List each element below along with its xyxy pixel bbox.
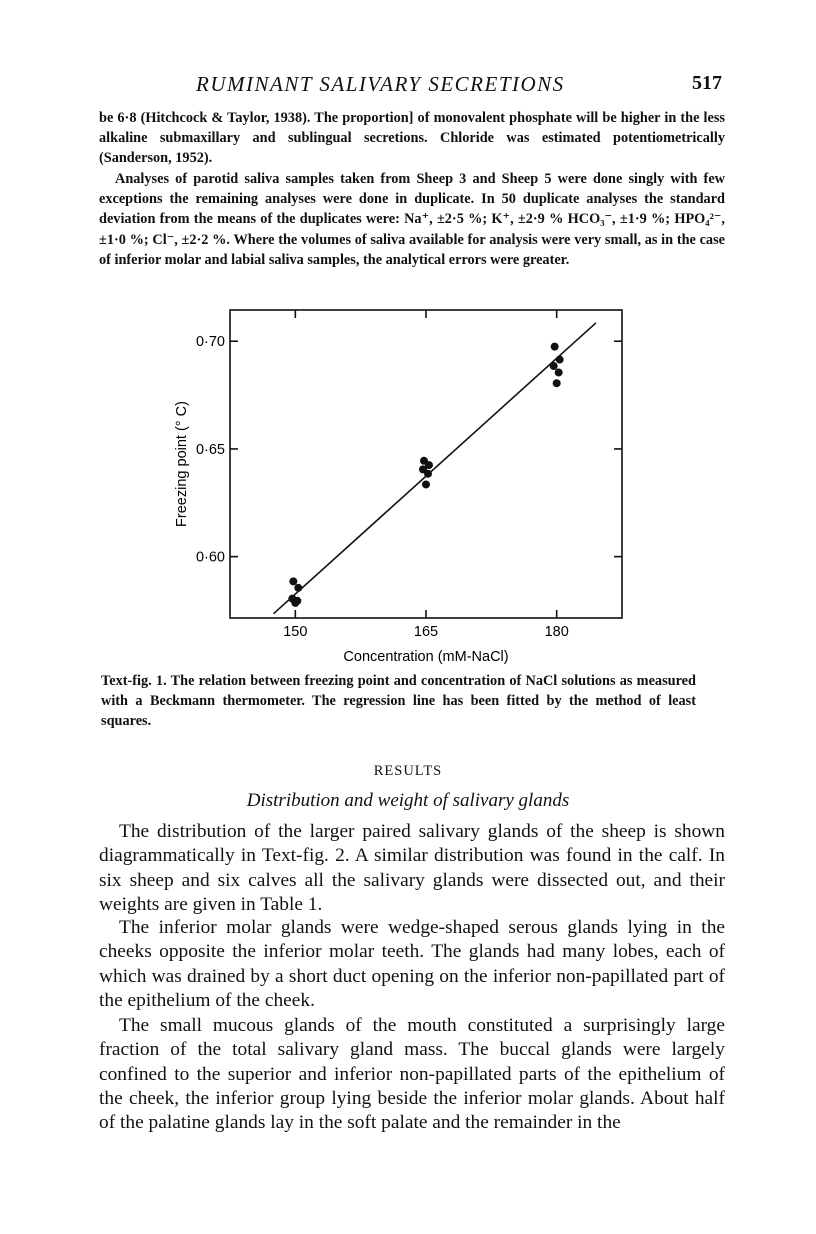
x-tick-label: 150 — [283, 624, 308, 640]
figure-caption — [101, 671, 696, 731]
data-point — [291, 599, 299, 607]
y-tick-label: 0·60 — [195, 549, 225, 566]
data-point — [422, 480, 430, 488]
x-tick-label: 165 — [413, 624, 439, 640]
paragraph-methods-1: be 6·8 (Hitchcock & Taylor, 1938). The proportion] of monovalent phosphate will be higher in the less alkaline submaxillary and sublingual secretions. Chloride was estimated potentiometrically (Sanderson, 1952). — [99, 110, 725, 167]
data-point — [289, 577, 297, 585]
y-tick-label: 0·65 — [195, 441, 225, 458]
figure-freezing-point — [160, 298, 640, 666]
y-tick-label: 0·70 — [195, 334, 225, 351]
caption-text: The relation between freezing point and concentration of NaCl solutions as measured with a Beckmann thermometer. The regression line has been fitted by the method of least squares. — [101, 673, 696, 729]
section-heading: RESULTS — [373, 763, 443, 779]
data-point — [555, 368, 563, 376]
data-point — [556, 356, 564, 364]
data-point — [424, 470, 432, 478]
data-point — [550, 362, 558, 370]
data-point — [553, 379, 561, 387]
x-tick-label: 180 — [544, 624, 569, 640]
y-axis-label: Freezing point (° C) — [174, 401, 190, 527]
data-point — [294, 584, 302, 592]
regression-line — [274, 323, 596, 614]
paragraph-results-1: The distribution of the larger paired salivary glands of the sheep is shown diagrammatically in Text-fig. 2. A similar distribution was found in the calf. In six sheep and six calves all the salivary glands were dissected out, and their weights are given in Table 1. — [99, 821, 725, 915]
paragraph-methods-2: Analyses of parotid saliva samples taken from Sheep 3 and Sheep 5 were done singly with few exceptions the remaining analyses were done in duplicate. In 50 duplicate analyses the standard deviation from the means of the duplicates were: Na⁺, ±2·5 %; K⁺, ±2·9 % HCO₃⁻, ±1·9 %; HPO₄²⁻, ±1·0 %; Cl⁻, ±2·2 %. Where the volumes of saliva available for analysis were very small, as in the case of inferior molar and labial saliva samples, the analytical errors were greater. — [99, 171, 725, 268]
freezing-point-chart — [160, 298, 640, 666]
x-axis-label: Concentration (mM-NaCl) — [343, 649, 509, 665]
caption-label: Text-fig. 1. — [101, 673, 167, 689]
paragraph-results-3: The small mucous glands of the mouth constituted a surprisingly large fraction of the total salivary gland mass. The buccal glands were largely confined to the superior and inferior non-papillated parts of the epithelium of the cheek, the inferior group lying beside the inferior molar glands. About half of the palatine glands lay in the soft palate and the remainder in the — [99, 1015, 725, 1134]
data-point — [551, 343, 559, 351]
page-header — [196, 72, 722, 98]
running-title: RUMINANT SALIVARY SECRETIONS — [196, 72, 565, 96]
section-subheading: Distribution and weight of salivary glands — [246, 790, 570, 811]
page-number: 517 — [692, 72, 722, 94]
paragraph-results-2: The inferior molar glands were wedge-shaped serous glands lying in the cheeks opposite the inferior molar teeth. The glands had many lobes, each of which was drained by a short duct opening on the inferior non-papillated part of the epithelium of the cheek. — [99, 917, 725, 1011]
